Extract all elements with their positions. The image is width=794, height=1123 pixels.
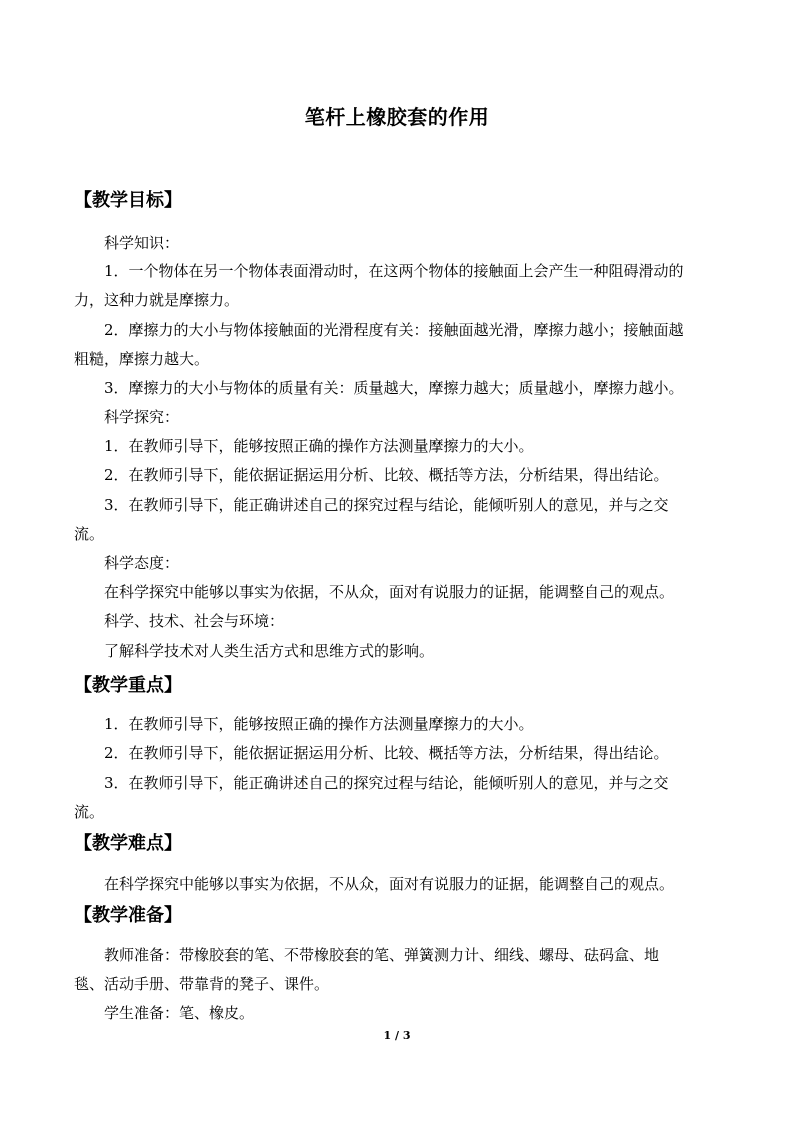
heading-teaching-goals: 【教学目标】 — [74, 190, 182, 211]
label-science-knowledge: 科学知识： — [104, 234, 180, 252]
knowledge-item-1-line-2: 力，这种力就是摩擦力。 — [74, 291, 240, 309]
attitude-text: 在科学探究中能够以事实为依据，不从众，面对有说服力的证据，能调整自己的观点。 — [104, 583, 675, 601]
teacher-prep-line-1: 教师准备：带橡胶套的笔、不带橡胶套的笔、弹簧测力计、细线、螺母、砝码盒、地 — [104, 946, 660, 964]
label-science-inquiry: 科学探究： — [104, 408, 180, 426]
knowledge-item-1-line-1: 1．一个物体在另一个物体表面滑动时，在这两个物体的接触面上会产生一种阻碍滑动的 — [104, 262, 684, 280]
key-point-2: 2．在教师引导下，能依据证据运用分析、比较、概括等方法，分析结果，得出结论。 — [104, 744, 669, 762]
difficulty-text: 在科学探究中能够以事实为依据，不从众，面对有说服力的证据，能调整自己的观点。 — [104, 875, 675, 893]
inquiry-item-3-line-2: 流。 — [74, 525, 105, 543]
knowledge-item-2-line-2: 粗糙，摩擦力越大。 — [74, 350, 210, 368]
key-point-3-line-1: 3．在教师引导下，能正确讲述自己的探究过程与结论，能倾听别人的意见，并与之交 — [104, 774, 669, 792]
key-point-1: 1．在教师引导下，能够按照正确的操作方法测量摩擦力的大小。 — [104, 715, 534, 733]
heading-preparation: 【教学准备】 — [74, 905, 182, 926]
document-title: 笔杆上橡胶套的作用 — [304, 105, 490, 129]
inquiry-item-1: 1．在教师引导下，能够按照正确的操作方法测量摩擦力的大小。 — [104, 437, 534, 455]
knowledge-item-3: 3．摩擦力的大小与物体的质量有关：质量越大，摩擦力越大；质量越小，摩擦力越小。 — [104, 379, 684, 397]
knowledge-item-2-line-1: 2．摩擦力的大小与物体接触面的光滑程度有关：接触面越光滑，摩擦力越小；接触面越 — [104, 321, 684, 339]
label-science-attitude: 科学态度： — [104, 554, 180, 572]
heading-difficulties: 【教学难点】 — [74, 833, 182, 854]
student-prep: 学生准备：笔、橡皮。 — [104, 1004, 255, 1022]
sts-text: 了解科学技术对人类生活方式和思维方式的影响。 — [104, 642, 435, 660]
inquiry-item-3-line-1: 3．在教师引导下，能正确讲述自己的探究过程与结论，能倾听别人的意见，并与之交 — [104, 496, 669, 514]
heading-key-points: 【教学重点】 — [74, 675, 182, 696]
label-sts: 科学、技术、社会与环境： — [104, 612, 285, 630]
inquiry-item-2: 2．在教师引导下，能依据证据运用分析、比较、概括等方法，分析结果，得出结论。 — [104, 466, 669, 484]
teacher-prep-line-2: 毯、活动手册、带靠背的凳子、课件。 — [74, 975, 330, 993]
key-point-3-line-2: 流。 — [74, 803, 105, 821]
page-number: 1 / 3 — [383, 1029, 411, 1042]
